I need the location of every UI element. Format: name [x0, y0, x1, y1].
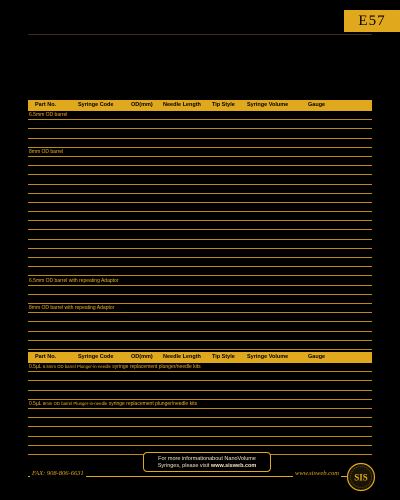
table-row [28, 427, 372, 436]
col-syringe-volume: Syringe Volume [247, 354, 289, 360]
page-number-tab: E57 [344, 10, 400, 32]
table-row [28, 166, 372, 175]
section-label-suffix: syringe replacement plunger/needle kits [110, 364, 201, 371]
sis-logo [346, 462, 376, 492]
info-website-link[interactable]: www.sisweb.com [210, 463, 257, 469]
table-header-top [28, 100, 372, 111]
table-row [28, 409, 372, 418]
header-divider [28, 34, 372, 35]
col-od: OD(mm) [131, 354, 153, 360]
section-label [29, 364, 201, 370]
table-row [28, 111, 372, 120]
table-row [28, 240, 372, 249]
section-label: 6.5mm OD barrel with repeating Adaptor [29, 277, 119, 284]
col-syringe-code: Syringe Code [78, 354, 114, 360]
table-row [28, 418, 372, 427]
info-box [143, 452, 271, 472]
col-syringe-code: Syringe Code [78, 102, 114, 108]
table-row [28, 381, 372, 390]
col-part-no: Part No. [35, 354, 57, 360]
section-label-suffix: syringe replacement plunger/needle kits [107, 400, 198, 407]
table-row [28, 437, 372, 446]
table-row [28, 332, 372, 341]
section-label-small: 8mm OD barrel Plunger-in-needle [42, 400, 108, 406]
table-row [28, 363, 372, 372]
table-header-bottom [28, 352, 372, 363]
table-body-bottom [28, 363, 372, 455]
table-row [28, 203, 372, 212]
table-row [28, 157, 372, 166]
table-row [28, 276, 372, 285]
section-label-volume: 0.5µL [29, 400, 43, 407]
section-label: 8mm OD barrel with repeating Adaptor [29, 305, 115, 312]
col-gauge: Gauge [308, 354, 326, 360]
table-row [28, 295, 372, 304]
footer-website[interactable]: www.sisweb.com [295, 470, 339, 477]
table-row [28, 230, 372, 239]
col-od: OD(mm) [131, 102, 153, 108]
table-body-top [28, 111, 372, 359]
section-label-small: 6.5mm OD barrel Plunger-in-needle [42, 364, 111, 370]
table-row [28, 249, 372, 258]
section-label: 8mm OD barrel [29, 148, 64, 155]
table-row [28, 120, 372, 129]
fax-number: FAX: 908-806-6631 [32, 470, 84, 477]
info-line-1: For more informationabout NanoVolume [158, 456, 256, 462]
table-row [28, 194, 372, 203]
col-part-no: Part No. [35, 102, 57, 108]
table-row [28, 185, 372, 194]
table-row [28, 175, 372, 184]
table-row [28, 148, 372, 157]
table-row [28, 129, 372, 138]
section-label: 6.5mm OD barrel [29, 112, 68, 119]
section-label [29, 401, 197, 407]
table-row [28, 341, 372, 350]
col-syringe-volume: Syringe Volume [247, 102, 289, 108]
section-label-volume: 0.5µL [29, 364, 43, 371]
table-row [28, 313, 372, 322]
table-row [28, 267, 372, 276]
table-row [28, 221, 372, 230]
info-line-2-text: Syringes, please visit [157, 463, 211, 469]
table-row [28, 139, 372, 148]
table-row [28, 322, 372, 331]
logo-text: SIS [354, 472, 368, 483]
table-row [28, 400, 372, 409]
table-row [28, 372, 372, 381]
table-row [28, 286, 372, 295]
table-row [28, 304, 372, 313]
table-row [28, 391, 372, 400]
col-tip-style: Tip Style [212, 102, 235, 108]
col-needle-length: Needle Length [163, 102, 201, 108]
col-gauge: Gauge [308, 102, 326, 108]
table-row [28, 258, 372, 267]
table-row [28, 212, 372, 221]
col-needle-length: Needle Length [163, 354, 201, 360]
info-line-2 [144, 463, 270, 470]
col-tip-style: Tip Style [212, 354, 235, 360]
